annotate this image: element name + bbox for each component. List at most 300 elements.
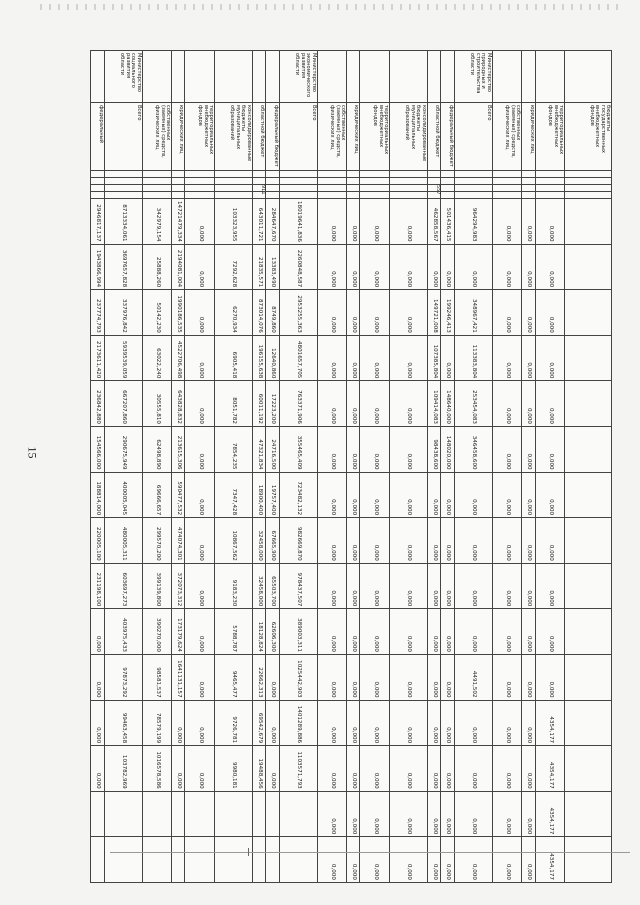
- cell-code: [104, 171, 142, 178]
- page-footer-line: [110, 852, 630, 853]
- cell-value: 0,000: [522, 518, 535, 564]
- cell-value: 0,000: [522, 244, 535, 290]
- cell-value: 0,000: [91, 746, 105, 792]
- cell-value: 67665,900: [266, 518, 279, 564]
- cell-value: 78579,199: [142, 700, 171, 746]
- rotated-table-container: [90, 50, 612, 880]
- cell-responsible: [360, 51, 389, 103]
- cell-value: [565, 290, 612, 336]
- cell-value: 4354,177: [535, 791, 564, 837]
- cell-value: 0,000: [389, 290, 427, 336]
- cell-responsible: [427, 51, 440, 103]
- cell-value: 148640,000: [441, 381, 454, 427]
- cell-code: [104, 192, 142, 199]
- table-row: [454, 51, 492, 883]
- table-row: [522, 51, 535, 883]
- cell-value: 0,000: [492, 472, 521, 518]
- cell-value: 501436,415: [441, 199, 454, 245]
- cell-code: [360, 185, 389, 192]
- cell-value: 220005,100: [91, 518, 105, 564]
- cell-value: 0,000: [317, 518, 346, 564]
- cell-value: 149721,008: [427, 290, 440, 336]
- table-row: [347, 51, 360, 883]
- cell-code: [389, 185, 427, 192]
- cell-value: 0,000: [389, 700, 427, 746]
- cell-value: 0,000: [317, 244, 346, 290]
- cell-responsible: [389, 51, 427, 103]
- cell-code: [492, 171, 521, 178]
- cell-value: 12640,860: [266, 335, 279, 381]
- cell-value: 0,000: [389, 791, 427, 837]
- cell-value: 346458,600: [454, 426, 492, 472]
- cell-code: [317, 178, 346, 185]
- page-footer-tick: [248, 848, 249, 856]
- cell-value: [565, 563, 612, 609]
- cell-value: 0,000: [427, 654, 440, 700]
- cell-value: 173179,624: [172, 609, 185, 655]
- cell-value: 342979,154: [142, 199, 171, 245]
- cell-value: 0,000: [389, 426, 427, 472]
- table-row: [360, 51, 389, 883]
- cell-value: 0,000: [347, 472, 360, 518]
- cell-code: [389, 192, 427, 199]
- cell-value: 0,000: [317, 791, 346, 837]
- cell-value: 0,000: [360, 746, 389, 792]
- cell-value: 213615,306: [172, 426, 185, 472]
- cell-responsible: [142, 51, 171, 103]
- cell-value: 0,000: [185, 518, 214, 564]
- table-row: [317, 51, 346, 883]
- cell-value: 0,000: [185, 426, 214, 472]
- cell-value: 18900,400: [252, 472, 265, 518]
- cell-value: 0,000: [492, 746, 521, 792]
- cell-value: 0,000: [347, 746, 360, 792]
- cell-value: 19488,456: [252, 746, 265, 792]
- cell-value: 667207,860: [104, 381, 142, 427]
- cell-value: [565, 426, 612, 472]
- cell-code: [492, 192, 521, 199]
- cell-value: [565, 746, 612, 792]
- cell-value: 0,000: [347, 290, 360, 336]
- cell-value: [185, 791, 214, 837]
- cell-value: 0,000: [522, 335, 535, 381]
- cell-value: 0,000: [317, 746, 346, 792]
- cell-code: [360, 178, 389, 185]
- cell-value: 2173611,420: [91, 335, 105, 381]
- cell-value: 2260848,587: [279, 244, 317, 290]
- cell-value: 0,000: [317, 700, 346, 746]
- cell-responsible: [441, 51, 454, 103]
- cell-value: 284647,670: [266, 199, 279, 245]
- cell-value: 474074,301: [172, 518, 185, 564]
- cell-code: [142, 171, 171, 178]
- cell-value: 0,000: [535, 199, 564, 245]
- cell-value: 0,000: [347, 837, 360, 883]
- cell-value: 17223,200: [266, 381, 279, 427]
- cell-value: 0,000: [266, 746, 279, 792]
- cell-funding-source: собственных (заемных) средств, физических лиц: [492, 103, 521, 171]
- cell-value: 8051,782: [214, 381, 252, 427]
- cell-value: 0,000: [427, 837, 440, 883]
- table-row: [441, 51, 454, 883]
- cell-value: 30555,810: [142, 381, 171, 427]
- cell-code: [565, 178, 612, 185]
- cell-value: 480005,311: [104, 518, 142, 564]
- cell-value: [214, 791, 252, 837]
- cell-value: 9465,477: [214, 654, 252, 700]
- cell-value: 21835,571: [252, 244, 265, 290]
- table-row: [427, 51, 440, 883]
- cell-value: [565, 244, 612, 290]
- cell-value: 0,000: [360, 563, 389, 609]
- cell-value: 236842,880: [91, 381, 105, 427]
- cell-code: [360, 192, 389, 199]
- cell-value: 0,000: [360, 654, 389, 700]
- cell-value: 0,000: [535, 472, 564, 518]
- cell-code: 557: [427, 185, 440, 192]
- cell-value: 0,000: [441, 472, 454, 518]
- cell-value: 32458,000: [252, 563, 265, 609]
- cell-value: 0,000: [185, 654, 214, 700]
- cell-value: 0,000: [172, 746, 185, 792]
- cell-code: [214, 171, 252, 178]
- cell-code: [441, 192, 454, 199]
- cell-value: 24716,500: [266, 426, 279, 472]
- cell-value: 0,000: [317, 837, 346, 883]
- cell-value: 0,000: [185, 563, 214, 609]
- cell-funding-source: консолидированные бюджеты муниципальных образований: [214, 103, 252, 171]
- cell-responsible: Министерство экономического развития области: [279, 51, 317, 103]
- cell-code: [441, 185, 454, 192]
- cell-value: 0,000: [492, 609, 521, 655]
- cell-value: 0,000: [317, 426, 346, 472]
- cell-value: 0,000: [454, 791, 492, 837]
- cell-value: 590477,532: [172, 472, 185, 518]
- cell-code: [454, 185, 492, 192]
- cell-value: 0,000: [317, 563, 346, 609]
- cell-value: 99463,458: [104, 700, 142, 746]
- cell-value: [565, 791, 612, 837]
- cell-value: 3697657,828: [104, 244, 142, 290]
- cell-value: [565, 609, 612, 655]
- cell-funding-source: Всего: [454, 103, 492, 171]
- cell-value: 199246,413: [441, 290, 454, 336]
- cell-value: 6270,934: [214, 290, 252, 336]
- cell-value: 0,000: [492, 791, 521, 837]
- cell-value: 4801657,705: [279, 335, 317, 381]
- cell-value: 231198,100: [91, 563, 105, 609]
- cell-value: 603697,273: [104, 563, 142, 609]
- cell-value: 50142,230: [142, 290, 171, 336]
- cell-value: [104, 837, 142, 883]
- cell-value: 0,000: [185, 290, 214, 336]
- cell-value: 0,000: [492, 244, 521, 290]
- cell-value: 0,000: [360, 518, 389, 564]
- cell-value: 0,000: [360, 791, 389, 837]
- cell-code: 911: [252, 185, 265, 192]
- table-row: [172, 51, 185, 883]
- cell-value: 0,000: [522, 791, 535, 837]
- cell-code: [104, 185, 142, 192]
- cell-code: [347, 171, 360, 178]
- cell-value: 22662,313: [252, 654, 265, 700]
- cell-value: 0,000: [317, 199, 346, 245]
- cell-responsible: [185, 51, 214, 103]
- cell-value: 0,000: [91, 700, 105, 746]
- cell-code: [104, 178, 142, 185]
- cell-responsible: [535, 51, 564, 103]
- cell-value: 8749,860: [266, 290, 279, 336]
- cell-value: [565, 700, 612, 746]
- cell-responsible: Министерство природных и строительства области: [454, 51, 492, 103]
- cell-value: [565, 472, 612, 518]
- cell-value: [279, 791, 317, 837]
- cell-value: 982669,870: [279, 518, 317, 564]
- cell-funding-source: собственных (заемных) средств, физических лиц: [142, 103, 171, 171]
- table-row: [104, 51, 142, 883]
- cell-value: 4354,177: [535, 837, 564, 883]
- cell-code: [454, 178, 492, 185]
- cell-value: 0,000: [441, 746, 454, 792]
- cell-value: 0,000: [360, 335, 389, 381]
- cell-value: 14721479,334: [172, 199, 185, 245]
- cell-responsible: [565, 51, 612, 103]
- cell-funding-source: юридических лиц: [522, 103, 535, 171]
- cell-code: [522, 171, 535, 178]
- cell-value: 0,000: [185, 609, 214, 655]
- cell-value: [142, 791, 171, 837]
- cell-value: 47321,834: [252, 426, 265, 472]
- cell-value: 109414,083: [427, 381, 440, 427]
- cell-value: [172, 837, 185, 883]
- cell-value: 9980,181: [214, 746, 252, 792]
- cell-value: 0,000: [454, 837, 492, 883]
- cell-value: 0,000: [389, 746, 427, 792]
- cell-value: [565, 199, 612, 245]
- table-row: [565, 51, 612, 883]
- cell-value: 5788,787: [214, 609, 252, 655]
- cell-code: [214, 178, 252, 185]
- cell-code: [360, 171, 389, 178]
- cell-value: 0,000: [441, 563, 454, 609]
- cell-code: [91, 185, 105, 192]
- cell-value: 0,000: [441, 700, 454, 746]
- cell-value: 0,000: [185, 335, 214, 381]
- cell-code: [279, 178, 317, 185]
- cell-code: [389, 178, 427, 185]
- cell-value: 0,000: [389, 563, 427, 609]
- cell-value: 0,000: [91, 654, 105, 700]
- cell-funding-source: территориальных внебюджетных фондов: [535, 103, 564, 171]
- cell-responsible: [252, 51, 265, 103]
- cell-value: 13383,490: [266, 244, 279, 290]
- cell-value: 1016578,586: [142, 746, 171, 792]
- cell-code: [266, 185, 279, 192]
- cell-value: 978437,507: [279, 563, 317, 609]
- cell-value: 9183,230: [214, 563, 252, 609]
- cell-value: 0,000: [492, 654, 521, 700]
- cell-value: [266, 837, 279, 883]
- cell-value: 5939539,059: [104, 335, 142, 381]
- cell-funding-source: областной бюджет: [252, 103, 265, 171]
- cell-responsible: [347, 51, 360, 103]
- cell-code: [522, 178, 535, 185]
- cell-code: [535, 185, 564, 192]
- cell-value: 0,000: [317, 290, 346, 336]
- cell-value: 0,000: [522, 199, 535, 245]
- cell-value: 6905,418: [214, 335, 252, 381]
- cell-value: 0,000: [427, 563, 440, 609]
- cell-code: [142, 185, 171, 192]
- cell-value: 7292,628: [214, 244, 252, 290]
- cell-value: 8713334,061: [104, 199, 142, 245]
- cell-value: 188814,000: [91, 472, 105, 518]
- cell-value: 403975,433: [104, 609, 142, 655]
- cell-value: 0,000: [91, 609, 105, 655]
- cell-value: 0,000: [454, 472, 492, 518]
- cell-value: 9726,781: [214, 700, 252, 746]
- cell-value: 0,000: [441, 837, 454, 883]
- cell-code: [266, 171, 279, 178]
- cell-value: 0,000: [535, 563, 564, 609]
- cell-value: 62498,890: [142, 426, 171, 472]
- cell-code: [185, 171, 214, 178]
- cell-value: 0,000: [266, 654, 279, 700]
- cell-code: [172, 178, 185, 185]
- cell-value: [185, 837, 214, 883]
- cell-value: 0,000: [347, 654, 360, 700]
- cell-value: 0,000: [347, 426, 360, 472]
- cell-code: [185, 178, 214, 185]
- cell-value: 0,000: [522, 837, 535, 883]
- cell-value: 0,000: [492, 335, 521, 381]
- cell-value: 1103571,793: [279, 746, 317, 792]
- cell-value: 0,000: [185, 746, 214, 792]
- cell-code: [252, 178, 265, 185]
- cell-value: [565, 518, 612, 564]
- cell-value: 0,000: [389, 609, 427, 655]
- cell-value: 399139,800: [142, 563, 171, 609]
- cell-value: 0,000: [441, 609, 454, 655]
- cell-code: [172, 192, 185, 199]
- cell-value: [565, 381, 612, 427]
- cell-value: 0,000: [360, 700, 389, 746]
- cell-value: 0,000: [360, 609, 389, 655]
- cell-code: [172, 171, 185, 178]
- cell-code: [565, 192, 612, 199]
- cell-value: 97873,292: [104, 654, 142, 700]
- cell-funding-source: Всего: [279, 103, 317, 171]
- cell-value: 154566,000: [91, 426, 105, 472]
- cell-value: 0,000: [347, 791, 360, 837]
- cell-value: 0,000: [389, 244, 427, 290]
- cell-value: 25888,260: [142, 244, 171, 290]
- cell-funding-source: федеральный бюджет: [441, 103, 454, 171]
- cell-value: 0,000: [492, 563, 521, 609]
- cell-value: [252, 791, 265, 837]
- cell-code: [535, 171, 564, 178]
- cell-value: 643011,721: [252, 199, 265, 245]
- cell-code: [185, 192, 214, 199]
- cell-value: 0,000: [347, 563, 360, 609]
- cell-value: 643828,832: [172, 381, 185, 427]
- cell-responsible: [214, 51, 252, 103]
- cell-value: 0,000: [427, 244, 440, 290]
- cell-value: 0,000: [266, 700, 279, 746]
- cell-value: 148020,000: [441, 426, 454, 472]
- cell-value: 964294,983: [454, 199, 492, 245]
- cell-code: [427, 171, 440, 178]
- cell-value: 0,000: [317, 381, 346, 427]
- cell-value: 0,000: [522, 426, 535, 472]
- cell-value: 0,000: [347, 244, 360, 290]
- cell-value: [142, 837, 171, 883]
- table-row: [252, 51, 265, 883]
- cell-code: [142, 192, 171, 199]
- cell-value: 0,000: [360, 837, 389, 883]
- cell-funding-source: консолидированные бюджеты муниципальных образований: [389, 103, 427, 171]
- cell-value: 372073,312: [172, 563, 185, 609]
- cell-value: [565, 837, 612, 883]
- cell-value: 0,000: [317, 472, 346, 518]
- cell-code: [185, 185, 214, 192]
- cell-value: 0,000: [185, 199, 214, 245]
- cell-value: 355465,409: [279, 426, 317, 472]
- cell-value: [266, 791, 279, 837]
- cell-responsible: [91, 51, 105, 103]
- cell-value: 723482,132: [279, 472, 317, 518]
- cell-value: 0,000: [360, 426, 389, 472]
- cell-value: 0,000: [492, 518, 521, 564]
- cell-code: [522, 192, 535, 199]
- cell-code: [317, 185, 346, 192]
- cell-value: 4491,502: [454, 654, 492, 700]
- cell-code: [522, 185, 535, 192]
- cell-value: 103323,955: [214, 199, 252, 245]
- cell-value: 18128,824: [252, 609, 265, 655]
- cell-value: 0,000: [454, 609, 492, 655]
- table-row: [185, 51, 214, 883]
- cell-value: 0,000: [441, 244, 454, 290]
- cell-value: 0,000: [427, 609, 440, 655]
- cell-value: 0,000: [360, 244, 389, 290]
- cell-value: 0,000: [347, 700, 360, 746]
- cell-value: 1401289,886: [279, 700, 317, 746]
- cell-value: 113383,804: [454, 335, 492, 381]
- cell-value: 0,000: [427, 791, 440, 837]
- cell-value: 10867,562: [214, 518, 252, 564]
- cell-value: 62606,300: [266, 609, 279, 655]
- table-row: [279, 51, 317, 883]
- cell-value: 0,000: [454, 563, 492, 609]
- cell-value: 0,000: [360, 290, 389, 336]
- cell-code: [279, 185, 317, 192]
- cell-value: 0,000: [389, 654, 427, 700]
- cell-value: 337976,842: [104, 290, 142, 336]
- cell-value: 0,000: [360, 472, 389, 518]
- table-row: [214, 51, 252, 883]
- cell-value: 0,000: [389, 518, 427, 564]
- cell-value: 65503,700: [266, 563, 279, 609]
- cell-value: 0,000: [347, 609, 360, 655]
- cell-value: 0,000: [522, 746, 535, 792]
- cell-funding-source: собственных (заемных) средств, физических лиц: [317, 103, 346, 171]
- cell-value: [279, 837, 317, 883]
- cell-code: [454, 171, 492, 178]
- cell-value: 7347,428: [214, 472, 252, 518]
- cell-code: [214, 192, 252, 199]
- cell-code: [142, 178, 171, 185]
